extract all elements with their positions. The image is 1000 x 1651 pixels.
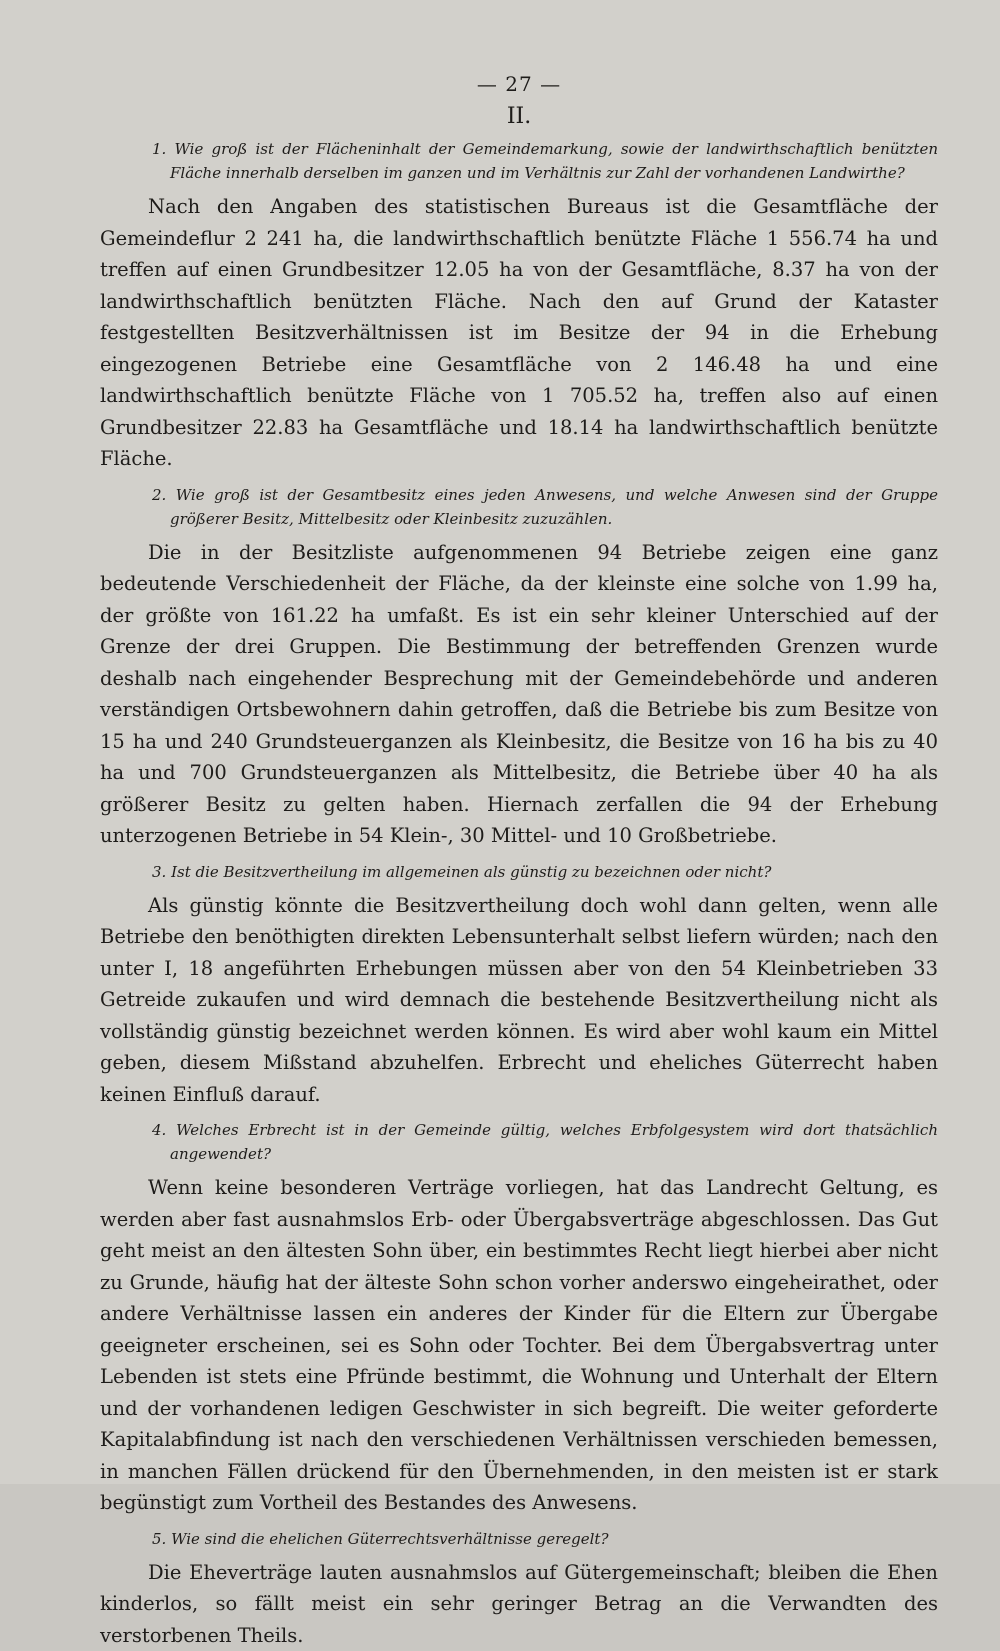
question-5: 5. Wie sind die ehelichen Güterrechtsverhältnisse geregelt? — [100, 1527, 938, 1551]
question-block-1 — [100, 137, 938, 475]
question-4: 4. Welches Erbrecht ist in der Gemeinde gültig, welches Erbfolgesystem wird dort thatsächlich angewendet? — [100, 1118, 938, 1166]
question-block-3 — [100, 860, 938, 1111]
answer-5: Die Eheverträge lauten ausnahmslos auf Gütergemeinschaft; bleiben die Ehen kinderlos, so fällt meist ein sehr geringer Betrag an die Verwandten des verstorbenen Theils. — [100, 1557, 938, 1651]
answer-2: Die in der Besitzliste aufgenommenen 94 Betriebe zeigen eine ganz bedeutende Verschiedenheit der Fläche, da der kleinste eine solche von 1.99 ha, der größte von 161.22 ha umfaßt. Es ist ein sehr kleiner Unterschied auf der Grenze der drei Gruppen. Die Bestimmung der betreffenden Grenzen wurde deshalb nach eingehender Besprechung mit der Gemeindebehörde und anderen verständigen Ortsbewohnern dahin getroffen, daß die Betriebe bis zum Besitze von 15 ha und 240 Grundsteuerganzen als Kleinbesitz, die Besitze von 16 ha bis zu 40 ha und 700 Grundsteuerganzen als Mittelbesitz, die Betriebe über 40 ha als größerer Besitz zu gelten haben. Hiernach zerfallen die 94 der Erhebung unterzogenen Betriebe in 54 Klein-, 30 Mittel- und 10 Großbetriebe. — [100, 537, 938, 852]
answer-1: Nach den Angaben des statistischen Bureaus ist die Gesamtfläche der Gemeindeflur 2 241 ha, die landwirthschaftlich benützte Fläche 1 556.74 ha und treffen auf einen Grundbesitzer 12.05 ha von der Gesamtfläche, 8.37 ha von der landwirthschaftlich benützten Fläche. Nach den auf Grund der Kataster festgestellten Besitzverhältnissen ist im Besitze der 94 in die Erhebung eingezogenen Betriebe eine Gesamtfläche von 2 146.48 ha und eine landwirthschaftlich benützte Fläche von 1 705.52 ha, treffen also auf einen Grundbesitzer 22.83 ha Gesamtfläche und 18.14 ha landwirthschaftlich benützte Fläche. — [100, 191, 938, 475]
question-block-5 — [100, 1527, 938, 1651]
question-3: 3. Ist die Besitzvertheilung im allgemeinen als günstig zu bezeichnen oder nicht? — [100, 860, 938, 884]
section-heading: II. — [100, 104, 938, 129]
question-block-2 — [100, 483, 938, 852]
answer-4: Wenn keine besonderen Verträge vorliegen, hat das Landrecht Geltung, es werden aber fast ausnahmslos Erb- oder Übergabsverträge abgeschlossen. Das Gut geht meist an den ältesten Sohn über, ein bestimmtes Recht liegt hierbei aber nicht zu Grunde, häufig hat der älteste Sohn schon vorher anderswo eingeheirathet, oder andere Verhältnisse lassen ein anderes der Kinder für die Eltern zur Übergabe geeigneter erscheinen, sei es Sohn oder Tochter. Bei dem Übergabsvertrag unter Lebenden ist stets eine Pfründe bestimmt, die Wohnung und Unterhalt der Eltern und der vorhandenen ledigen Geschwister in sich begreift. Die weiter geforderte Kapitalabfindung ist nach den verschiedenen Verhältnissen verschieden bemessen, in manchen Fällen drückend für den Übernehmenden, in den meisten ist er stark begünstigt zum Vortheil des Bestandes des Anwesens. — [100, 1172, 938, 1519]
question-block-4 — [100, 1118, 938, 1519]
question-2: 2. Wie groß ist der Gesamtbesitz eines jeden Anwesens, und welche Anwesen sind der Gruppe größerer Besitz, Mittelbesitz oder Kleinbesitz zuzuzählen. — [100, 483, 938, 531]
answer-3: Als günstig könnte die Besitzvertheilung doch wohl dann gelten, wenn alle Betriebe den benöthigten direkten Lebensunterhalt selbst liefern würden; nach den unter I, 18 angeführten Erhebungen müssen aber von den 54 Kleinbetrieben 33 Getreide zukaufen und wird demnach die bestehende Besitzvertheilung nicht als vollständig günstig bezeichnet werden können. Es wird aber wohl kaum ein Mittel geben, diesem Mißstand abzuhelfen. Erbrecht und eheliches Güterrecht haben keinen Einfluß darauf. — [100, 890, 938, 1111]
question-1: 1. Wie groß ist der Flächeninhalt der Gemeindemarkung, sowie der landwirthschaftlich benützten Fläche innerhalb derselben im ganzen und im Verhältnis zur Zahl der vorhandenen Landwirthe? — [100, 137, 938, 185]
page-number: — 27 — — [100, 72, 938, 96]
